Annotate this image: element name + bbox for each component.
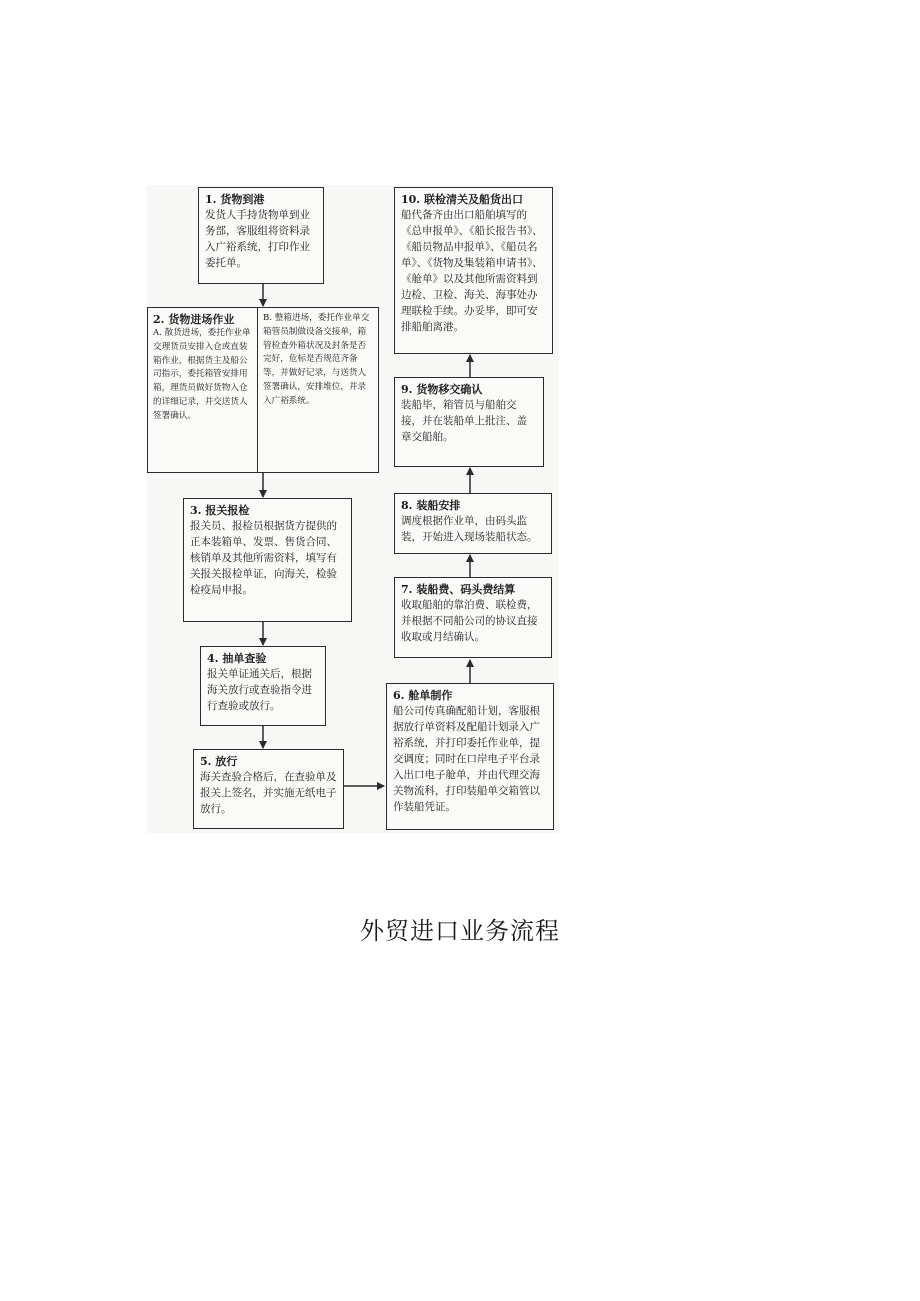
step-2-box — [147, 307, 379, 473]
step-2-right-column — [258, 308, 378, 472]
step-10-body: 船代备齐由出口船舶填写的《总申报单》、《船长报告书》、《船员物品申报单》、《船员名单》、《货物及集装箱申请书》、《舱单》以及其他所需资料到边检、卫检、海关、海事处办理联检手续。办妥毕，即可安排船舶离港。 — [401, 209, 543, 333]
figure-caption: 外贸进口业务流程 — [360, 917, 560, 945]
step-7-title: 7. 装船费、码头费结算 — [401, 583, 516, 596]
step-2-option-b: B. 整箱进场，委托作业单交箱管员制做设备交接单，箱管检查外箱状况及封条是否完好，危标是否规范齐备等，并做好记录，与送货人签署确认，安排堆位，并录入广裕系统。 — [263, 313, 370, 406]
step-6-box — [386, 683, 554, 830]
step-10-box — [394, 187, 553, 354]
step-9-body: 装船毕，箱管员与船舶交接，并在装船单上批注、盖章交船舶。 — [401, 399, 527, 443]
step-8-body: 调度根据作业单，由码头监装，开始进入现场装船状态。 — [401, 515, 538, 543]
step-9-box — [394, 377, 544, 467]
step-9-title: 9. 货物移交确认 — [401, 383, 483, 396]
step-1-body: 发货人手持货物单到业务部，客服组将资料录入广裕系统，打印作业委托单。 — [205, 209, 310, 269]
step-4-title: 4. 抽单查验 — [207, 652, 267, 665]
step-2-option-a: A. 散货进场，委托作业单交理货员安排入仓或直装箱作业，根据货主及船公司指示，委托箱管安排用箱，理货员做好货物入仓的详细记录，并交送货人签署确认。 — [153, 328, 251, 421]
step-1-title: 1. 货物到港 — [205, 193, 265, 206]
step-3-box — [183, 498, 352, 622]
step-4-body: 报关单证通关后，根据海关放行或查验指令进行查验或放行。 — [207, 668, 312, 712]
step-7-box — [394, 577, 552, 658]
step-2-left-column — [148, 308, 258, 472]
step-8-box — [394, 493, 552, 554]
step-1-box — [198, 187, 324, 284]
step-7-body: 收取船舶的靠泊费、联检费，并根据不同船公司的协议直接收取或月结确认。 — [401, 599, 538, 643]
step-2-title: 2. 货物进场作业 — [153, 313, 235, 326]
step-5-box — [193, 749, 344, 829]
step-8-title: 8. 装船安排 — [401, 499, 461, 512]
step-6-title: 6. 舱单制作 — [393, 689, 453, 702]
step-5-body: 海关查验合格后，在查验单及报关上签名，并实施无纸电子放行。 — [200, 771, 337, 815]
step-5-title: 5. 放行 — [200, 755, 238, 768]
step-3-body: 报关员、报检员根据货方提供的正本装箱单、发票、售货合同、核销单及其他所需资料，填写有关报关报检单证，向海关，检验检疫局申报。 — [190, 520, 337, 596]
step-6-body: 船公司传真确配船计划，客服根据放行单资料及配船计划录入广裕系统，并打印委托作业单，提交调度；同时在口岸电子平台录入出口电子舱单，并由代理交海关物流科，打印装船单交箱管以作装船凭证。 — [393, 705, 540, 813]
step-4-box — [200, 646, 326, 726]
step-10-title: 10. 联检清关及船货出口 — [401, 193, 523, 206]
step-3-title: 3. 报关报检 — [190, 504, 250, 517]
